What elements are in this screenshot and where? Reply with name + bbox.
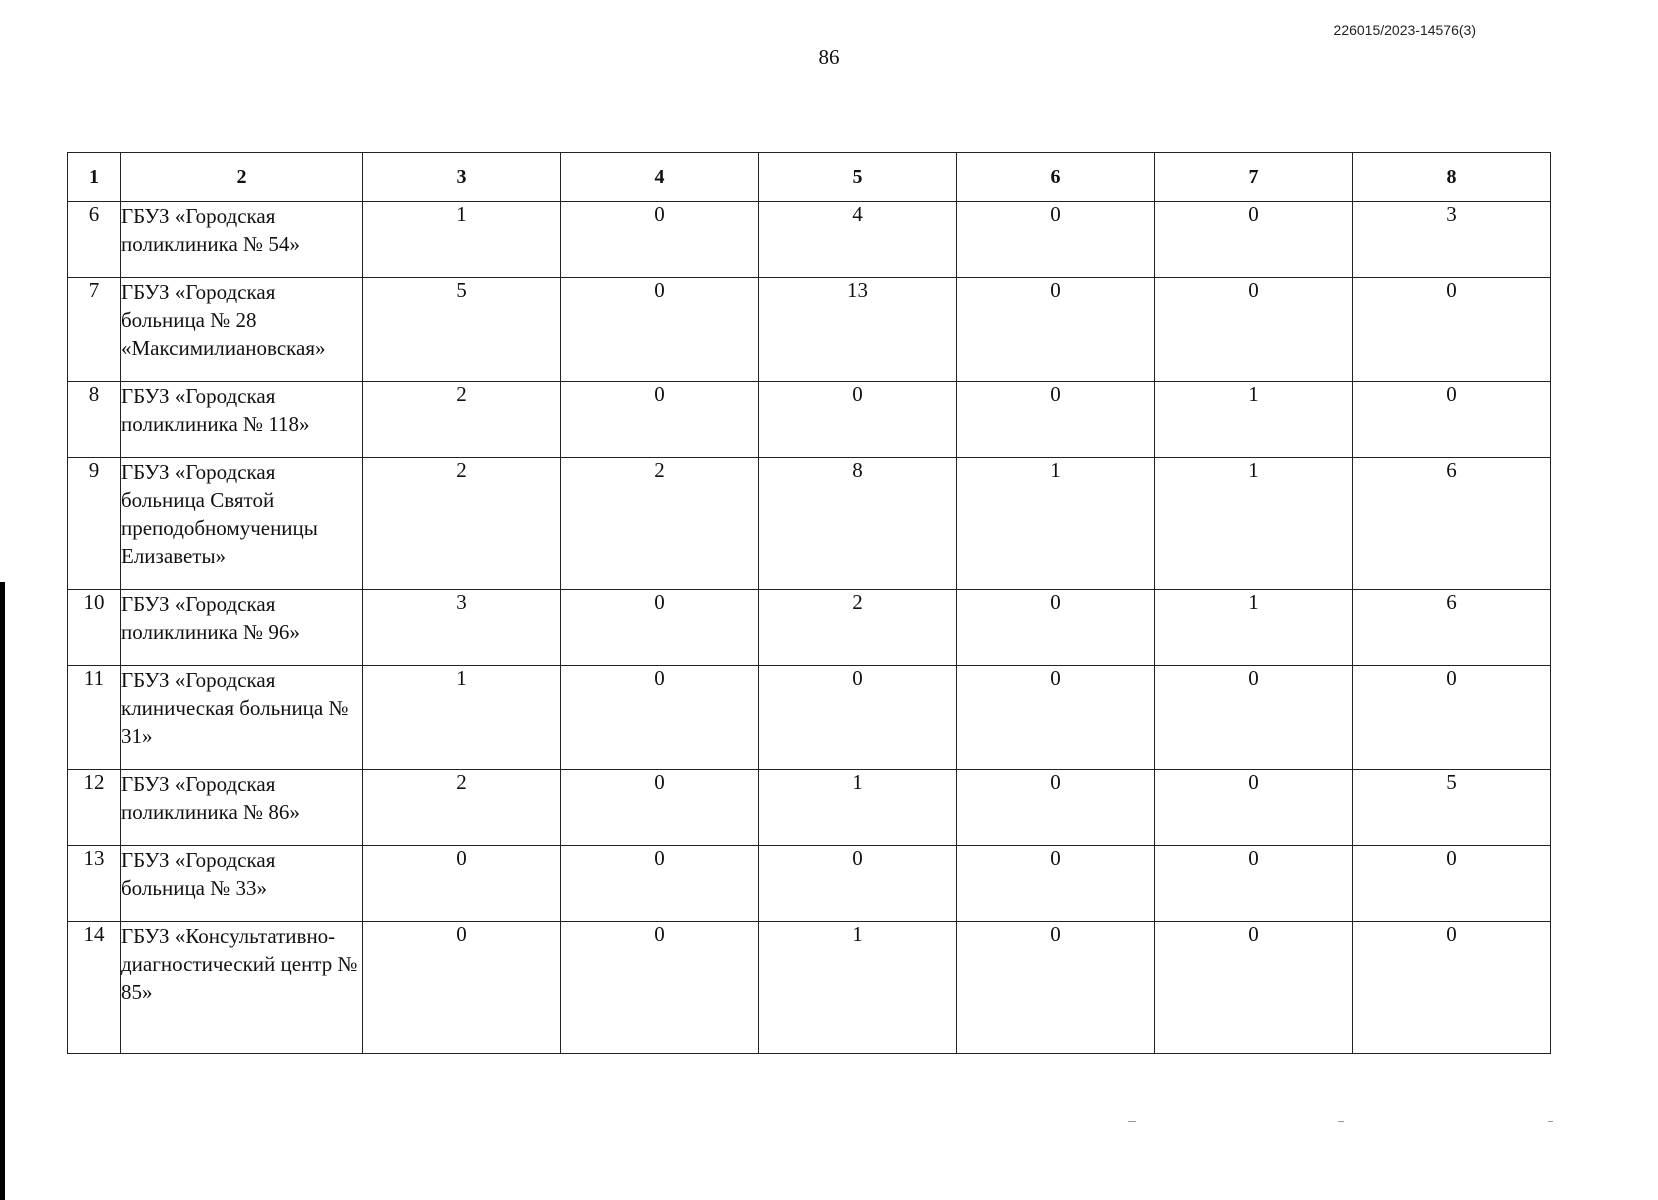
value-cell: 1 xyxy=(759,770,957,846)
value-cell: 8 xyxy=(759,458,957,590)
institution-name: ГБУЗ «Городская клиническая больница № 31» xyxy=(121,666,363,770)
institution-name: ГБУЗ «Городская поликлиника № 118» xyxy=(121,382,363,458)
institution-name: ГБУЗ «Городская поликлиника № 96» xyxy=(121,590,363,666)
column-header: 1 xyxy=(68,153,121,202)
row-number: 9 xyxy=(68,458,121,590)
scan-speck xyxy=(1338,1121,1344,1122)
value-cell: 0 xyxy=(1353,922,1551,1054)
institution-name: ГБУЗ «Городская поликлиника № 86» xyxy=(121,770,363,846)
institution-name: ГБУЗ «Городская больница Святой преподобномученицы Елизаветы» xyxy=(121,458,363,590)
value-cell: 4 xyxy=(759,202,957,278)
value-cell: 0 xyxy=(1353,278,1551,382)
value-cell: 0 xyxy=(561,922,759,1054)
value-cell: 0 xyxy=(1155,278,1353,382)
row-number: 8 xyxy=(68,382,121,458)
value-cell: 0 xyxy=(957,202,1155,278)
value-cell: 3 xyxy=(1353,202,1551,278)
column-header: 5 xyxy=(759,153,957,202)
column-header: 4 xyxy=(561,153,759,202)
table-row xyxy=(68,846,1551,922)
value-cell: 5 xyxy=(1353,770,1551,846)
scan-speck xyxy=(1128,1121,1136,1122)
institution-name: ГБУЗ «Консультативно-диагностический центр № 85» xyxy=(121,922,363,1054)
institution-name: ГБУЗ «Городская поликлиника № 54» xyxy=(121,202,363,278)
row-number: 13 xyxy=(68,846,121,922)
table-row xyxy=(68,202,1551,278)
value-cell: 13 xyxy=(759,278,957,382)
value-cell: 0 xyxy=(561,846,759,922)
column-header: 7 xyxy=(1155,153,1353,202)
scan-speck xyxy=(1548,1121,1553,1122)
value-cell: 0 xyxy=(1155,770,1353,846)
value-cell: 2 xyxy=(759,590,957,666)
table-row xyxy=(68,666,1551,770)
value-cell: 2 xyxy=(363,458,561,590)
value-cell: 0 xyxy=(1155,202,1353,278)
value-cell: 0 xyxy=(957,382,1155,458)
value-cell: 0 xyxy=(759,666,957,770)
table-row xyxy=(68,382,1551,458)
column-header: 2 xyxy=(121,153,363,202)
value-cell: 0 xyxy=(1155,922,1353,1054)
value-cell: 1 xyxy=(759,922,957,1054)
value-cell: 1 xyxy=(363,202,561,278)
value-cell: 0 xyxy=(759,382,957,458)
value-cell: 1 xyxy=(957,458,1155,590)
value-cell: 0 xyxy=(363,922,561,1054)
value-cell: 3 xyxy=(363,590,561,666)
scan-edge-shadow xyxy=(0,582,5,1200)
row-number: 14 xyxy=(68,922,121,1054)
value-cell: 0 xyxy=(363,846,561,922)
value-cell: 0 xyxy=(957,278,1155,382)
value-cell: 0 xyxy=(957,922,1155,1054)
value-cell: 0 xyxy=(561,278,759,382)
column-header: 6 xyxy=(957,153,1155,202)
value-cell: 0 xyxy=(1155,666,1353,770)
value-cell: 0 xyxy=(957,846,1155,922)
header-row xyxy=(68,153,1551,202)
value-cell: 1 xyxy=(1155,590,1353,666)
row-number: 10 xyxy=(68,590,121,666)
value-cell: 2 xyxy=(363,382,561,458)
row-number: 11 xyxy=(68,666,121,770)
institution-name: ГБУЗ «Городская больница № 28 «Максимилиановская» xyxy=(121,278,363,382)
table-row xyxy=(68,922,1551,1054)
value-cell: 0 xyxy=(561,382,759,458)
value-cell: 6 xyxy=(1353,590,1551,666)
value-cell: 1 xyxy=(363,666,561,770)
column-header: 3 xyxy=(363,153,561,202)
value-cell: 0 xyxy=(759,846,957,922)
value-cell: 0 xyxy=(561,666,759,770)
row-number: 7 xyxy=(68,278,121,382)
table-row xyxy=(68,458,1551,590)
row-number: 6 xyxy=(68,202,121,278)
data-table xyxy=(67,152,1551,1054)
table-row xyxy=(68,770,1551,846)
value-cell: 0 xyxy=(1353,666,1551,770)
value-cell: 0 xyxy=(561,590,759,666)
value-cell: 0 xyxy=(957,590,1155,666)
value-cell: 0 xyxy=(561,202,759,278)
column-header: 8 xyxy=(1353,153,1551,202)
value-cell: 2 xyxy=(363,770,561,846)
value-cell: 0 xyxy=(1353,846,1551,922)
value-cell: 1 xyxy=(1155,458,1353,590)
value-cell: 2 xyxy=(561,458,759,590)
table-row xyxy=(68,278,1551,382)
row-number: 12 xyxy=(68,770,121,846)
value-cell: 0 xyxy=(1155,846,1353,922)
document-id: 226015/2023-14576(3) xyxy=(1333,22,1476,38)
institution-name: ГБУЗ «Городская больница № 33» xyxy=(121,846,363,922)
value-cell: 1 xyxy=(1155,382,1353,458)
value-cell: 0 xyxy=(561,770,759,846)
value-cell: 6 xyxy=(1353,458,1551,590)
value-cell: 0 xyxy=(1353,382,1551,458)
table-row xyxy=(68,590,1551,666)
value-cell: 0 xyxy=(957,666,1155,770)
value-cell: 5 xyxy=(363,278,561,382)
value-cell: 0 xyxy=(957,770,1155,846)
page-number: 86 xyxy=(818,45,840,69)
